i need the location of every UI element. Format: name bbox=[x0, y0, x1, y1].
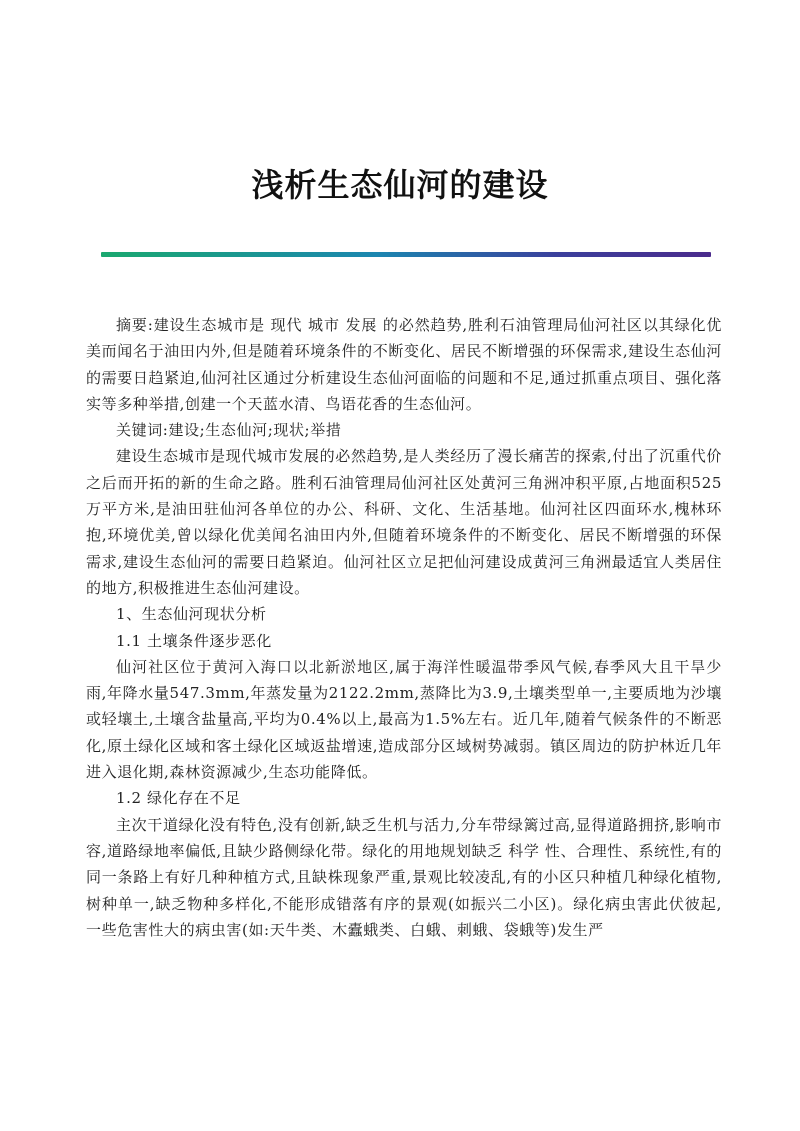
section-1-1-paragraph: 仙河社区位于黄河入海口以北新淤地区,属于海洋性暖温带季风气候,春季风大且干旱少雨,年降水量547.3mm,年蒸发量为2122.2mm,蒸降比为3.9,土壤类型单一,主要质地为沙壤或轻壤土,土壤含盐量高,平均为0.4%以上,最高为1.5%左右。近几年,随着气候条件的不断恶化,原土绿化区域和客土绿化区域返盐增速,造成部分区域树势减弱。镇区周边的防护林近几年进入退化期,森林资源减少,生态功能降低。 bbox=[86, 657, 722, 782]
section-heading-1-2: 1.2 绿化存在不足 bbox=[116, 789, 241, 808]
page-title: 浅析生态仙河的建设 bbox=[251, 166, 549, 204]
document-body bbox=[86, 312, 722, 943]
section-1-2-paragraph: 主次干道绿化没有特色,没有创新,缺乏生机与活力,分车带绿篱过高,显得道路拥挤,影响市容,道路绿地率偏低,且缺少路侧绿化带。绿化的用地规划缺乏 科学 性、合理性、系统性,有的同一条路上有好几种种植方式,且缺株现象严重,景观比较凌乱,有的小区只种植几种绿化植物,树种单一,缺乏物种多样化,不能形成错落有序的景观(如振兴二小区)。绿化病虫害此伏彼起,一些危害性大的病虫害(如:天牛类、木蠹蛾类、白蛾、刺蛾、袋蛾等)发生严 bbox=[86, 815, 722, 939]
intro-paragraph: 建设生态城市是现代城市发展的必然趋势,是人类经历了漫长痛苦的探索,付出了沉重代价之后而开拓的新的生命之路。胜利石油管理局仙河社区处黄河三角洲冲积平原,占地面积525万平方米,是油田驻仙河各单位的办公、科研、文化、生活基地。仙河社区四面环水,槐林环抱,环境优美,曾以绿化优美闻名油田内外,但随着环境条件的不断变化、居民不断增强的环保需求,建设生态仙河的需要日趋紧迫。仙河社区立足把仙河建设成黄河三角洲最适宜人类居住的地方,积极推进生态仙河建设。 bbox=[86, 447, 722, 597]
abstract-paragraph: 摘要:建设生态城市是 现代 城市 发展 的必然趋势,胜利石油管理局仙河社区以其绿化优美而闻名于油田内外,但是随着环境条件的不断变化、居民不断增强的环保需求,建设生态仙河的需要日趋紧迫,仙河社区通过分析建设生态仙河面临的问题和不足,通过抓重点项目、强化落实等多种举措,创建一个天蓝水清、鸟语花香的生态仙河。 bbox=[86, 316, 722, 413]
title-divider bbox=[101, 252, 711, 257]
keywords-paragraph: 关键词:建设;生态仙河;现状;举措 bbox=[116, 421, 342, 440]
section-heading-1-1: 1.1 土壤条件逐步恶化 bbox=[116, 631, 272, 650]
section-heading-1: 1、生态仙河现状分析 bbox=[116, 605, 267, 624]
